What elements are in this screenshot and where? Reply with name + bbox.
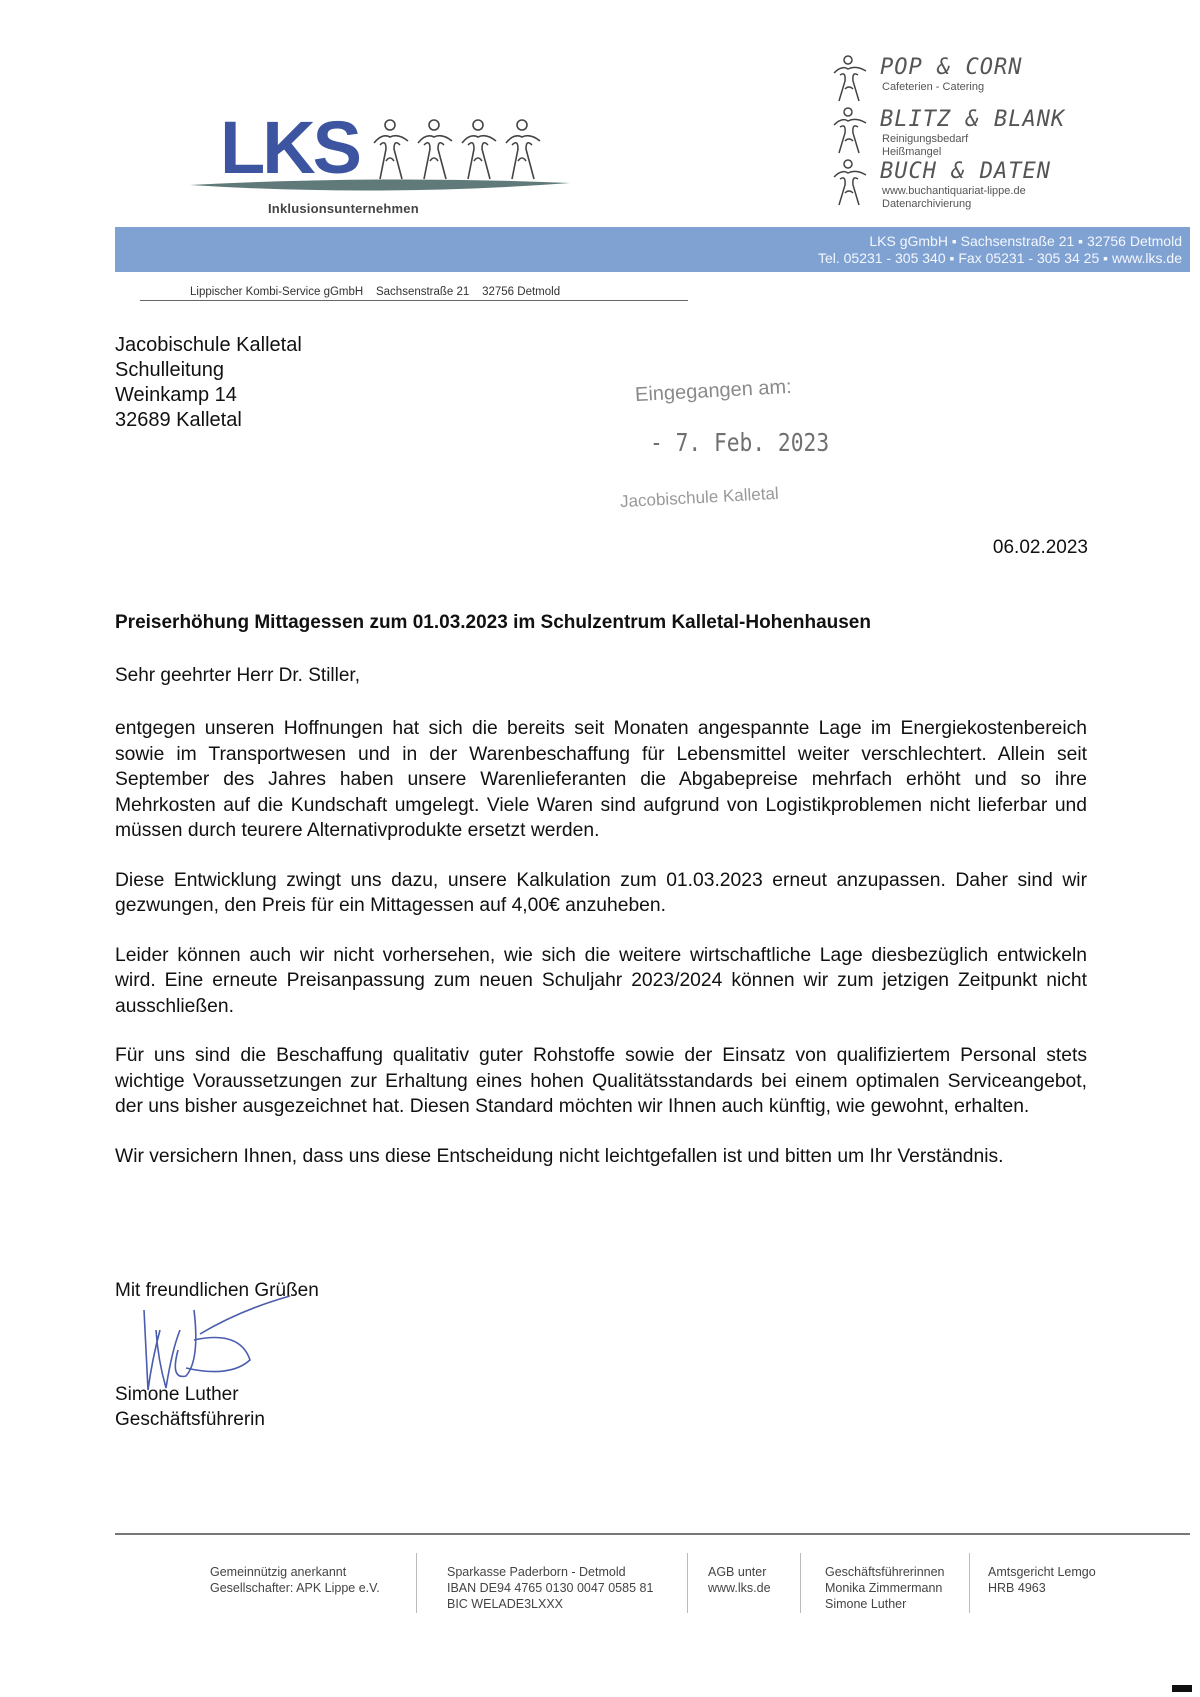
footer-register <box>988 1564 1096 1596</box>
closing: Mit freundlichen Grüßen <box>115 1280 319 1301</box>
recipient-name: Jacobischule Kalletal <box>115 334 302 356</box>
brand-desc-line: Cafeterien - Catering <box>882 81 985 93</box>
band-address: LKS gGmbH ▪ Sachsenstraße 21 ▪ 32756 Detmold <box>869 233 1182 249</box>
signer-title: Geschäftsführerin <box>115 1409 265 1430</box>
footer-legal <box>210 1564 380 1596</box>
letter-date: 06.02.2023 <box>992 537 1088 558</box>
footer-managers <box>825 1564 945 1612</box>
letter-body <box>115 716 1087 1193</box>
footer-separator <box>416 1553 417 1613</box>
person-figure-icon <box>830 55 870 103</box>
footer-line: BIC WELADE3LXXX <box>447 1597 564 1611</box>
brand-list <box>830 55 1190 211</box>
footer-agb <box>708 1564 771 1596</box>
brand-name: POP & CORN <box>880 55 1023 80</box>
footer-line: Sparkasse Paderborn - Detmold <box>447 1565 626 1579</box>
paragraph: Diese Entwicklung zwingt uns dazu, unsere Kalkulation zum 01.03.2023 erneut anzupassen. Daher sind wir gezwungen, den Preis für ein Mittagessen auf 4,00€ anzuheben. <box>115 869 1087 916</box>
recipient-address <box>115 333 302 433</box>
brand-website-link[interactable]: www.buchantiquariat-lippe.de <box>882 185 1026 197</box>
recipient-street: Weinkamp 14 <box>115 384 237 406</box>
signer-block <box>115 1382 265 1432</box>
paragraph: Für uns sind die Beschaffung qualitativ guter Rohstoffe sowie der Einsatz von qualifiziertem Personal stets wichtige Voraussetzungen zur Erhaltung eines hohen Qualitätsstandards bei einem optimalen Serviceangebot, der uns bisher ausgezeichnet hat. Diesen Standard möchten wir Ihnen auch künftig, wie gewohnt, erhalten. <box>115 1045 1087 1117</box>
brand-desc-line: Heißmangel <box>882 146 942 158</box>
letter-subject: Preiserhöhung Mittagessen zum 01.03.2023 im Schulzentrum Kalletal-Hohenhausen <box>115 612 871 633</box>
logo-wordmark: LKS <box>220 106 359 189</box>
recipient-department: Schulleitung <box>115 359 224 381</box>
brand-desc-line: Datenarchivierung <box>882 198 972 210</box>
person-figure-icon <box>830 107 870 155</box>
footer-line: Gemeinnützig anerkannt <box>210 1565 347 1579</box>
brand-name: BUCH & DATEN <box>880 159 1051 184</box>
brand-name: BLITZ & BLANK <box>880 107 1066 132</box>
person-figure-icon <box>830 159 870 207</box>
footer-line: Monika Zimmermann <box>825 1581 943 1595</box>
scan-mark <box>1172 1685 1192 1692</box>
paragraph: Leider können auch wir nicht vorhersehen, wie sich die weitere wirtschaftliche Lage diesbezüglich entwickeln wird. Eine erneute Preisanpassung zum neuen Schuljahr 2023/2024 können wir zum jetzigen Zeitpunkt nicht ausschließen. <box>115 944 1087 1017</box>
contact-band <box>115 227 1190 272</box>
footer-website-link[interactable]: www.lks.de <box>708 1581 771 1595</box>
stamp-date: - 7. Feb. 2023 <box>650 428 830 457</box>
footer-line: IBAN DE94 4765 0130 0047 0585 81 <box>447 1581 654 1595</box>
logo-subtitle: Inklusionsunternehmen <box>268 201 419 216</box>
footer-separator <box>800 1553 801 1613</box>
footer-line: Geschäftsführerinnen <box>825 1565 945 1579</box>
brand-buch-daten <box>830 159 1190 209</box>
footer-bank <box>447 1564 653 1612</box>
sender-return-address: Lippischer Kombi-Service gGmbH Sachsenstraße 21 32756 Detmold <box>140 286 688 301</box>
received-stamp <box>619 375 880 520</box>
brand-desc <box>882 81 984 94</box>
salutation: Sehr geehrter Herr Dr. Stiller, <box>115 665 360 686</box>
people-figures-icon <box>368 117 558 183</box>
brand-pop-corn <box>830 55 1190 105</box>
lks-logo <box>190 105 580 225</box>
signer-name: Simone Luther <box>115 1384 239 1405</box>
stamp-school: Jacobischule Kalletal <box>619 483 780 512</box>
stamp-label: Eingegangen am: <box>634 375 793 407</box>
footer-line: HRB 4963 <box>988 1581 1046 1595</box>
paragraph: Wir versichern Ihnen, dass uns diese Entscheidung nicht leichtgefallen ist und bitten um Ihr Verständnis. <box>115 1145 1004 1167</box>
footer-line: Amtsgericht Lemgo <box>988 1565 1096 1579</box>
footer-separator <box>687 1553 688 1613</box>
recipient-city: 32689 Kalletal <box>115 409 242 431</box>
brand-desc-line: Reinigungsbedarf <box>882 133 969 145</box>
footer-divider <box>115 1533 1190 1535</box>
brand-desc <box>882 133 968 159</box>
brand-blitz-blank <box>830 107 1190 157</box>
footer-line: AGB unter <box>708 1565 767 1579</box>
brand-desc <box>882 185 1026 211</box>
footer-line: Gesellschafter: APK Lippe e.V. <box>210 1581 380 1595</box>
band-contact: Tel. 05231 - 305 340 ▪ Fax 05231 - 305 34 25 ▪ www.lks.de <box>817 250 1182 266</box>
footer-separator <box>969 1553 970 1613</box>
footer-line: Simone Luther <box>825 1597 907 1611</box>
paragraph: entgegen unseren Hoffnungen hat sich die bereits seit Monaten angespannte Lage im Energiekostenbereich sowie im Transportwesen und in der Warenbeschaffung für Lebensmittel weiter verschlechtert. Allein seit September des Jahres haben unsere Warenlieferanten die Abgabepreise mehrfach erhöht und so ihre Mehrkosten auf die Kundschaft umgelegt. Viele Waren sind aufgrund von Logistikproblemen nicht lieferbar und müssen durch teurere Alternativprodukte ersetzt werden. <box>115 718 1087 841</box>
